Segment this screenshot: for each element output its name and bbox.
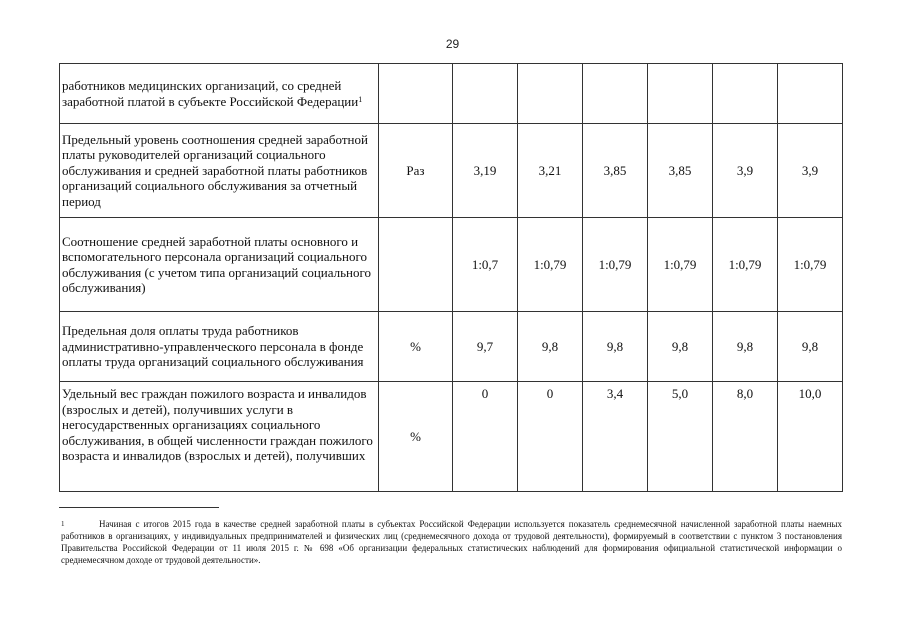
value-cell: 9,8 — [518, 312, 583, 382]
value-cell: 3,85 — [583, 124, 648, 218]
value-cell: 8,0 — [713, 382, 778, 492]
footnote-divider — [59, 507, 219, 508]
value-cell: 1:0,79 — [713, 218, 778, 312]
table-row — [60, 312, 843, 382]
value-cell: 9,7 — [453, 312, 518, 382]
unit-cell — [379, 218, 453, 312]
footnote-text: Начиная с итогов 2015 года в качестве средней заработной платы в субъектах Российской Федерации используется показатель среднемесячной начисленной заработной платы наемных работников в организациях, у индивидуальных предпринимателей и физических лиц (среднемесячного дохода от трудовой деятельности), формируемый в соответствии с пунктом 3 постановления Правительства Российской Федерации от 11 июля 2015 г. № 698 «Об организации федеральных статистических наблюдений для формирования официальной статистической информации о среднемесячном доходе от трудовой деятельности». — [61, 519, 842, 565]
value-cell — [518, 64, 583, 124]
unit-cell: Раз — [379, 124, 453, 218]
value-cell: 10,0 — [778, 382, 843, 492]
value-cell: 3,19 — [453, 124, 518, 218]
value-cell: 3,85 — [648, 124, 713, 218]
value-cell: 1:0,79 — [518, 218, 583, 312]
value-cell: 1:0,79 — [778, 218, 843, 312]
footnote-ref: 1 — [358, 94, 363, 104]
footnote — [61, 518, 842, 566]
value-cell: 3,9 — [713, 124, 778, 218]
table-row — [60, 124, 843, 218]
table-row — [60, 218, 843, 312]
page-number: 29 — [445, 37, 460, 51]
footnote-mark: 1 — [61, 520, 65, 528]
value-cell: 5,0 — [648, 382, 713, 492]
value-cell — [778, 64, 843, 124]
indicator-label: работников медицинских организаций, со средней заработной платой в субъекте Российской Федерации$^1$ — [60, 64, 379, 124]
indicator-label: Предельная доля оплаты труда работников административно-управленческого персонала в фонде оплаты труда организаций социального обслуживания — [60, 312, 379, 382]
indicator-label: Предельный уровень соотношения средней заработной платы руководителей организаций социального обслуживания и средней заработной платы работников организаций социального обслуживания за отчетный период — [60, 124, 379, 218]
value-cell: 3,21 — [518, 124, 583, 218]
indicator-label: Соотношение средней заработной платы основного и вспомогательного персонала организаций социального обслуживания (с учетом типа организаций социального обслуживания) — [60, 218, 379, 312]
value-cell: 3,9 — [778, 124, 843, 218]
value-cell: 9,8 — [583, 312, 648, 382]
table-row — [60, 64, 843, 124]
value-cell: 1:0,7 — [453, 218, 518, 312]
value-cell — [713, 64, 778, 124]
value-cell: 9,8 — [648, 312, 713, 382]
value-cell: 3,4 — [583, 382, 648, 492]
value-cell: 9,8 — [713, 312, 778, 382]
value-cell: 1:0,79 — [648, 218, 713, 312]
value-cell — [583, 64, 648, 124]
indicator-label: Удельный вес граждан пожилого возраста и инвалидов (взрослых и детей), получивших услуги в негосударственных организациях социального обслуживания, в общей численности граждан пожилого возраста и инвалидов (взрослых и детей), получивших — [60, 382, 379, 492]
value-cell: 0 — [453, 382, 518, 492]
value-cell: 1:0,79 — [583, 218, 648, 312]
indicators-table — [59, 63, 843, 492]
table-row — [60, 382, 843, 492]
unit-cell: % — [379, 382, 453, 492]
unit-cell — [379, 64, 453, 124]
unit-cell: % — [379, 312, 453, 382]
value-cell: 9,8 — [778, 312, 843, 382]
value-cell — [453, 64, 518, 124]
value-cell — [648, 64, 713, 124]
value-cell: 0 — [518, 382, 583, 492]
